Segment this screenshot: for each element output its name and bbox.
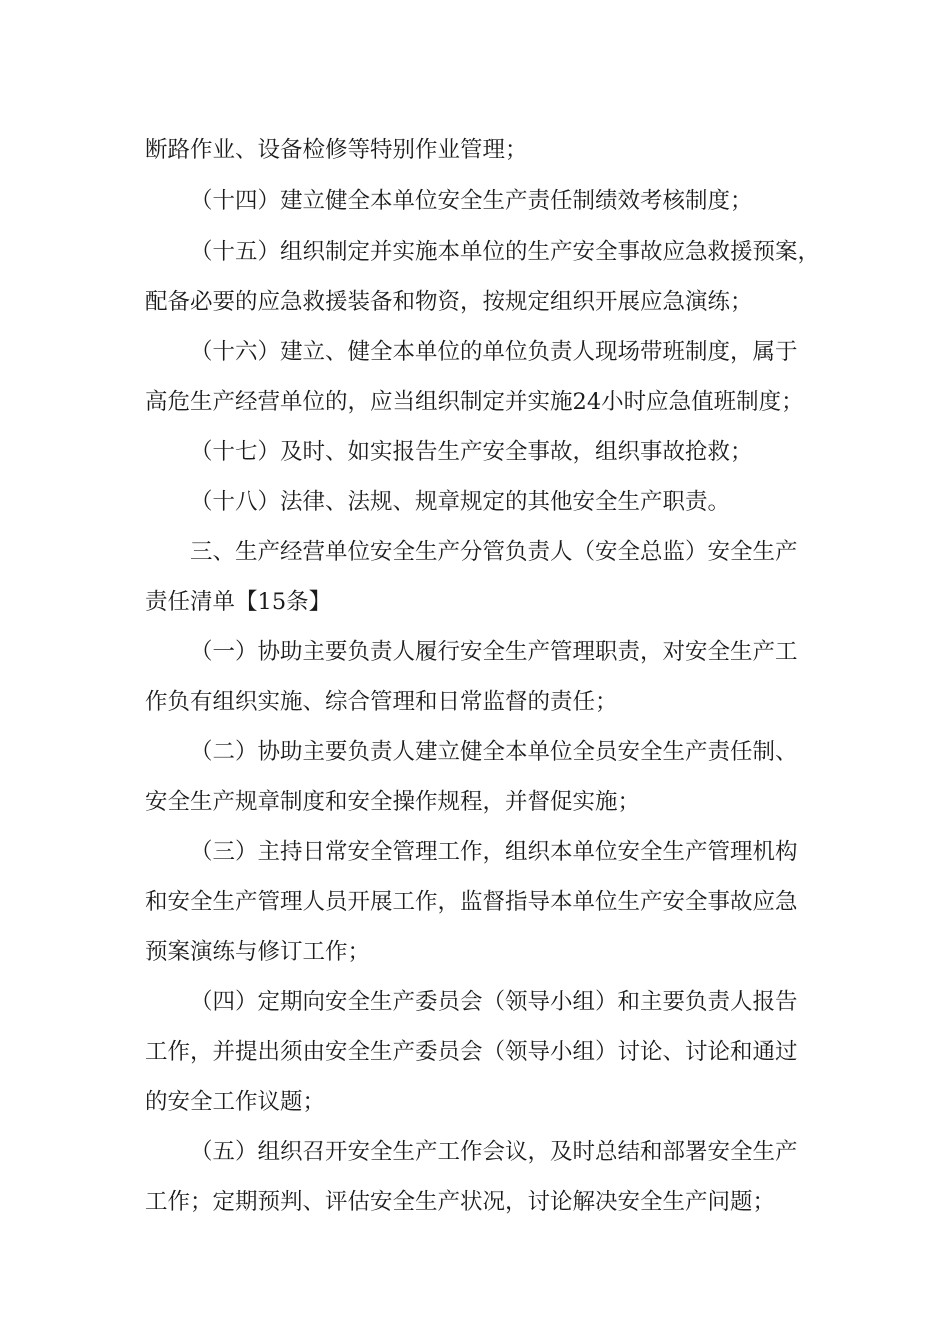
paragraph-18: （十八）法律、法规、规章规定的其他安全生产职责。 [190, 489, 731, 515]
text-line: 配备必要的应急救援装备和物资，按规定组织开展应急演练； [145, 289, 753, 315]
paragraph-15: （十五）组织制定并实施本单位的生产安全事故应急救援预案， [190, 239, 821, 265]
text-line: 断路作业、设备检修等特别作业管理； [145, 137, 528, 163]
paragraph-4: （四）定期向安全生产委员会（领导小组）和主要负责人报告 [190, 989, 798, 1015]
text-line: 工作，并提出须由安全生产委员会（领导小组）讨论、讨论和通过 [145, 1039, 798, 1065]
text-line: 高危生产经营单位的，应当组织制定并实施24小时应急值班制度； [145, 389, 804, 415]
text-line: 工作；定期预判、评估安全生产状况，讨论解决安全生产问题； [145, 1189, 776, 1215]
text-line: 安全生产规章制度和安全操作规程，并督促实施； [145, 789, 641, 815]
paragraph-5: （五）组织召开安全生产工作会议，及时总结和部署安全生产 [190, 1139, 798, 1165]
text-line: 和安全生产管理人员开展工作，监督指导本单位生产安全事故应急 [145, 889, 798, 915]
paragraph-2: （二）协助主要负责人建立健全本单位全员安全生产责任制、 [190, 739, 798, 765]
text-line: 作负有组织实施、综合管理和日常监督的责任； [145, 689, 618, 715]
paragraph-17: （十七）及时、如实报告生产安全事故，组织事故抢救； [190, 439, 753, 465]
paragraph-1: （一）协助主要负责人履行安全生产管理职责，对安全生产工 [190, 639, 798, 665]
text-line: 预案演练与修订工作； [145, 939, 371, 965]
text-line: 的安全工作议题； [145, 1089, 326, 1115]
paragraph-14: （十四）建立健全本单位安全生产责任制绩效考核制度； [190, 188, 753, 214]
paragraph-3: （三）主持日常安全管理工作，组织本单位安全生产管理机构 [190, 839, 798, 865]
section-heading-continued: 责任清单【15条】 [145, 589, 332, 615]
section-heading: 三、生产经营单位安全生产分管负责人（安全总监）安全生产 [190, 539, 798, 565]
paragraph-16: （十六）建立、健全本单位的单位负责人现场带班制度，属于 [190, 339, 798, 365]
